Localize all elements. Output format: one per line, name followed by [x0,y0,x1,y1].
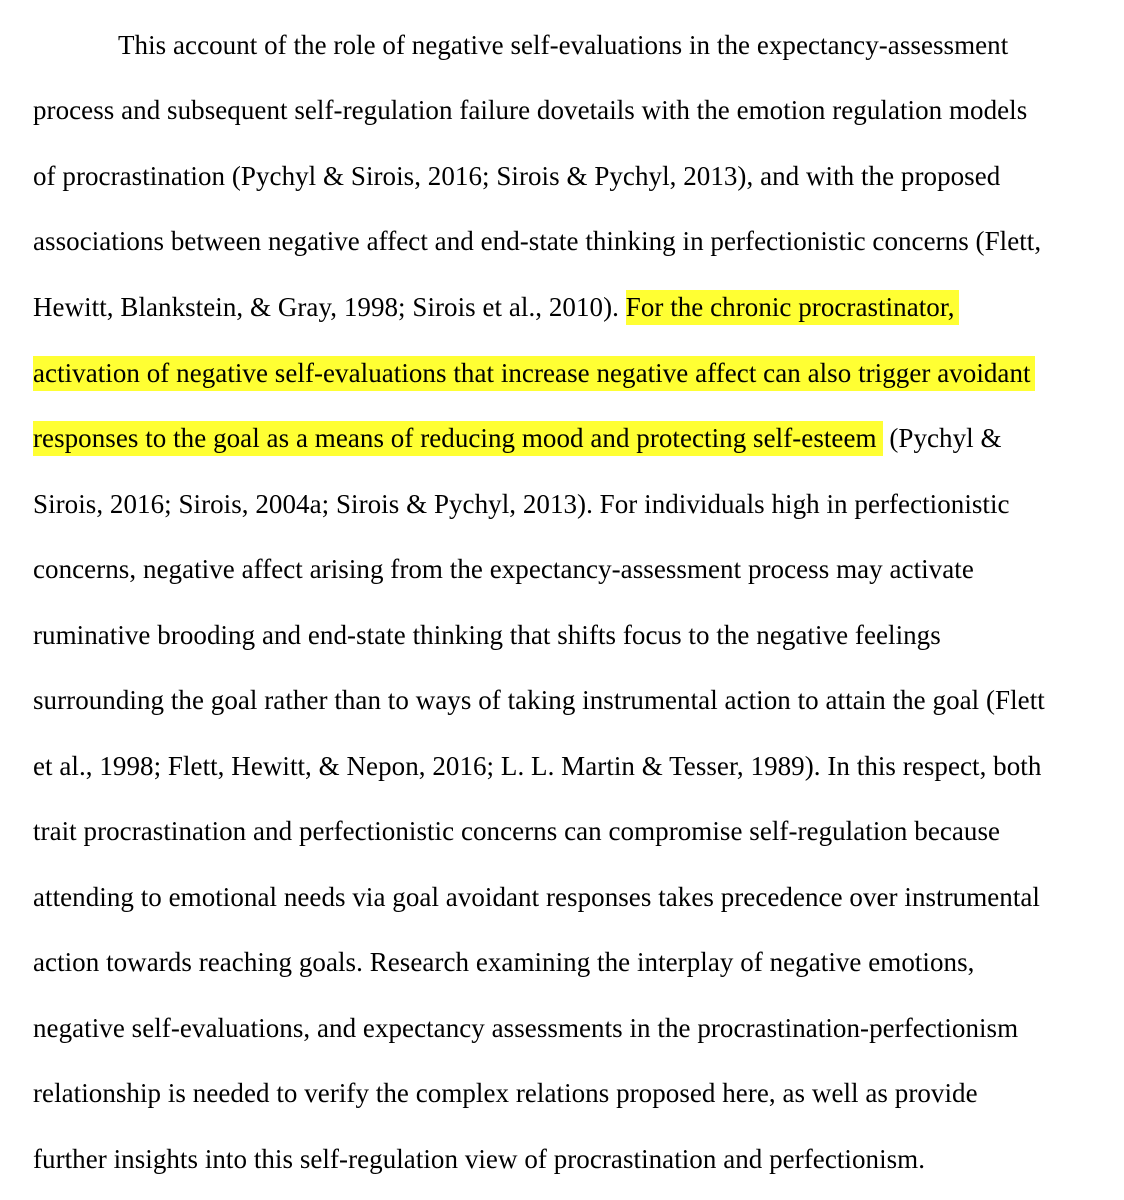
line-text: trait procrastination and perfectionistic concerns can compromise self-regulation because [33,816,1001,846]
paragraph-line-13 [33,814,1000,848]
paragraph-line-8 [33,487,1010,521]
paragraph-line-1 [118,28,1008,62]
paragraph-line-6 [33,356,1035,390]
line-text: associations between negative affect and end-state thinking in perfectionistic concerns (Flett, [33,226,1042,256]
line-text: This account of the role of negative self-evaluations in the expectancy-assessment [118,30,1009,60]
paragraph-line-3 [33,159,1000,193]
paragraph-line-9 [33,552,974,586]
paragraph-line-18 [33,1142,925,1176]
line-text: of procrastination (Pychyl & Sirois, 2016; Sirois & Pychyl, 2013), and with the proposed [33,161,1001,191]
paragraph-line-4 [33,224,1041,258]
line-text: Hewitt, Blankstein, & Gray, 1998; Sirois et al., 2010). [33,292,619,322]
line-text: further insights into this self-regulation view of procrastination and perfectionism. [33,1144,926,1174]
paragraph-line-14 [33,880,1040,914]
paragraph-line-11 [33,683,1045,717]
paragraph-line-17 [33,1076,978,1110]
line-text: ruminative brooding and end-state thinking that shifts focus to the negative feelings [33,620,941,650]
highlighted-text: activation of negative self-evaluations that increase negative affect can also trigger avoidant [33,356,1035,391]
paragraph-line-5 [33,290,959,324]
paragraph-line-7 [33,421,1002,455]
paragraph-line-12 [33,749,1041,783]
line-text: Sirois, 2016; Sirois, 2004a; Sirois & Pychyl, 2013). For individuals high in perfectionistic [33,489,1010,519]
highlighted-text: For the chronic procrastinator, [626,290,959,325]
line-text: et al., 1998; Flett, Hewitt, & Nepon, 2016; L. L. Martin & Tesser, 1989). In this respect, both [33,751,1042,781]
paragraph-line-2 [33,93,1027,127]
line-text: attending to emotional needs via goal avoidant responses takes precedence over instrumental [33,882,1040,912]
line-text: process and subsequent self-regulation failure dovetails with the emotion regulation models [33,95,1028,125]
line-text: relationship is needed to verify the complex relations proposed here, as well as provide [33,1078,978,1108]
paragraph-line-16 [33,1011,1018,1045]
line-text: surrounding the goal rather than to ways of taking instrumental action to attain the goal (Flett [33,685,1045,715]
line-text: concerns, negative affect arising from the expectancy-assessment process may activate [33,554,974,584]
paragraph-line-10 [33,618,941,652]
highlighted-text: responses to the goal as a means of reducing mood and protecting self-esteem [33,421,883,456]
line-text: action towards reaching goals. Research examining the interplay of negative emotions, [33,947,975,977]
paragraph-line-15 [33,945,974,979]
line-text: negative self-evaluations, and expectancy assessments in the procrastination-perfectionism [33,1013,1019,1043]
line-text: (Pychyl & [889,423,1002,453]
